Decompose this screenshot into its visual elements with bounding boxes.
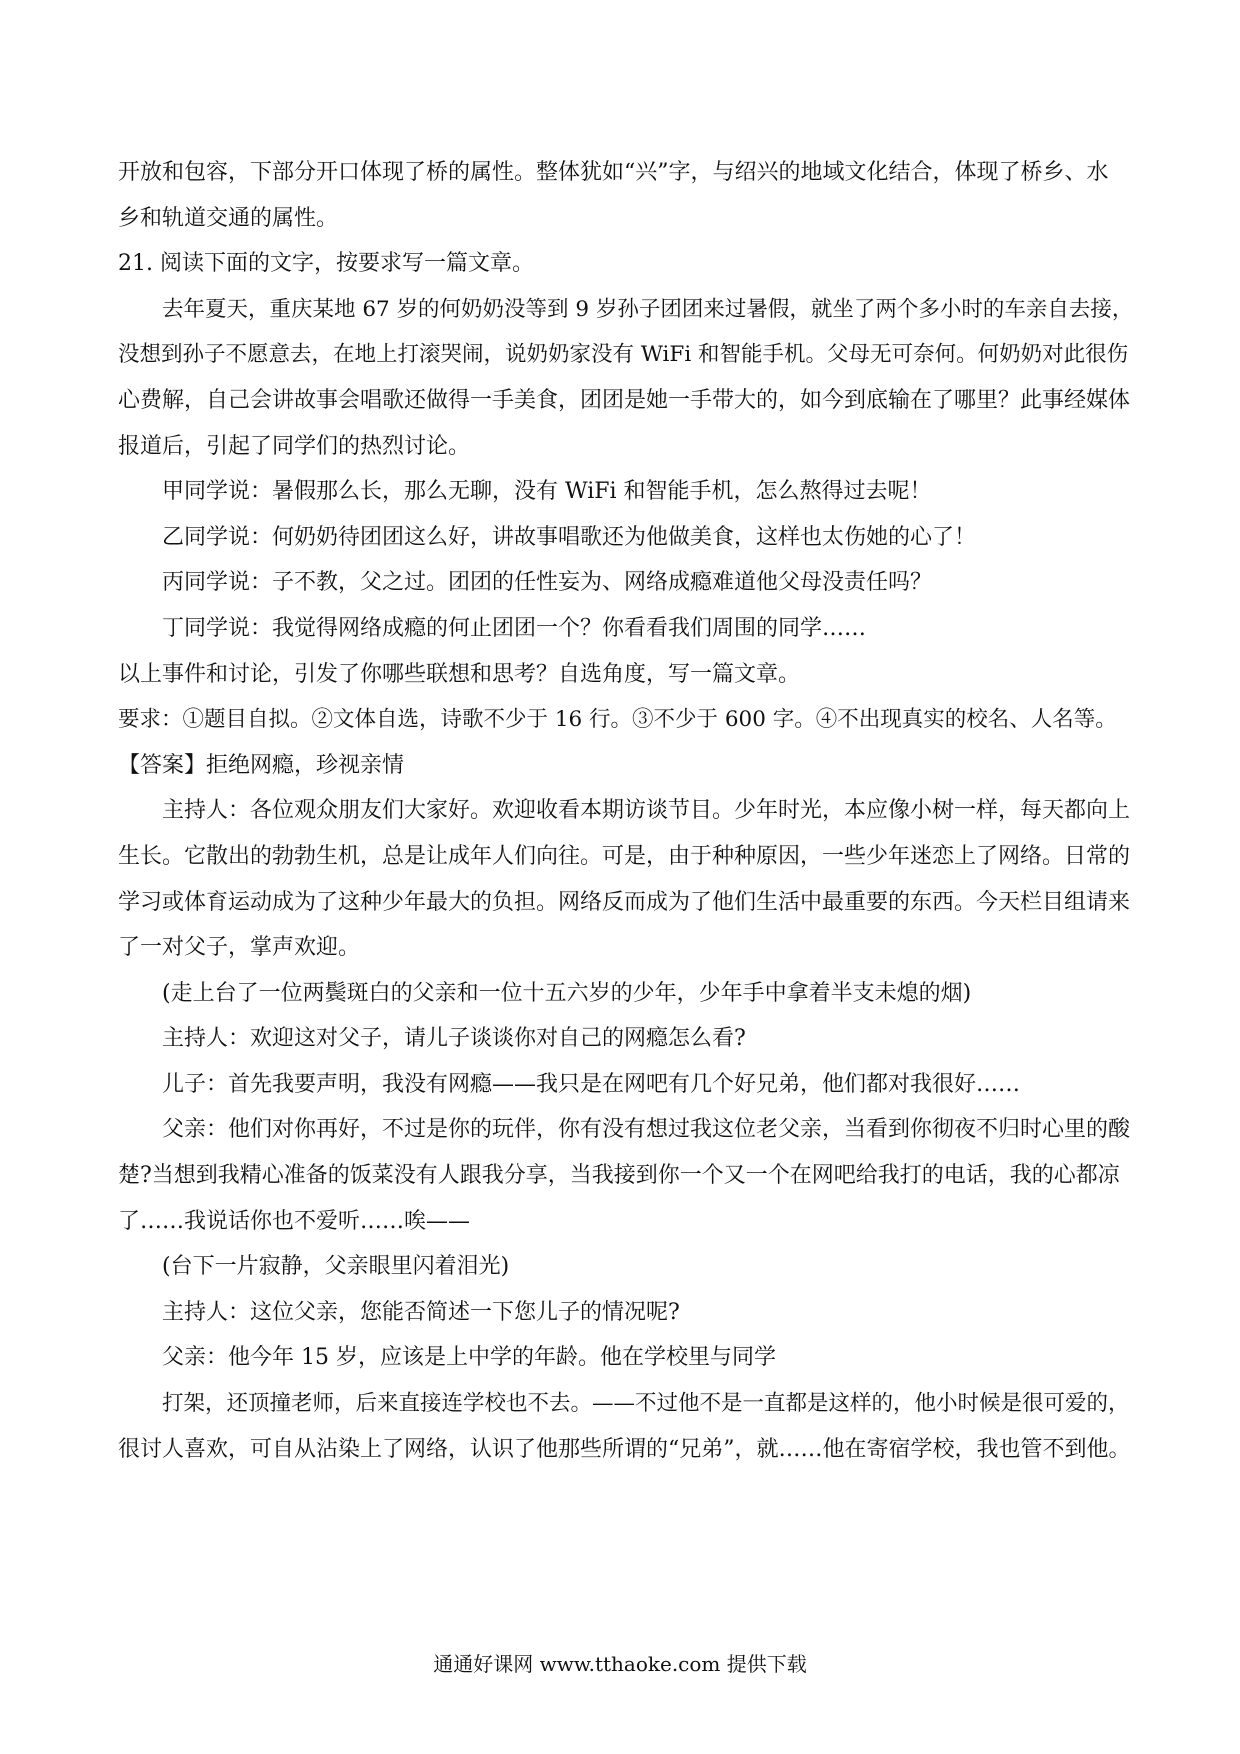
text-line: 父亲：他今年 15 岁，应该是上中学的年龄。他在学校里与同学	[162, 1345, 776, 1371]
text-line: 以上事件和讨论，引发了你哪些联想和思考？自选角度，写一篇文章。	[118, 661, 801, 687]
text-line: 要求：①题目自拟。②文体自选，诗歌不少于 16 行。③不少于 600 字。④不出现真实的校名、人名等。	[118, 707, 1117, 733]
text-line: 父亲：他们对你再好，不过是你的玩伴，你有没有想过我这位老父亲，当看到你彻夜不归时心里的酸	[162, 1117, 1131, 1143]
text-line: 乙同学说：何奶奶待团团这么好，讲故事唱歌还为他做美食，这样也太伤她的心了！	[162, 524, 977, 550]
text-line: (走上台了一位两鬓斑白的父亲和一位十五六岁的少年，少年手中拿着半支未熄的烟)	[162, 980, 972, 1006]
text-line: 心费解，自己会讲故事会唱歌还做得一手美食，团团是她一手带大的，如今到底输在了哪里？此事经媒体	[118, 387, 1131, 413]
text-line: 甲同学说：暑假那么长，那么无聊，没有 WiFi 和智能手机，怎么熬得过去呢！	[162, 479, 932, 505]
text-line: (台下一片寂静，父亲眼里闪着泪光)	[162, 1254, 510, 1280]
text-line: 生长。它散出的勃勃生机，总是让成年人们向往。可是，由于种种原因，一些少年迷恋上了网络。日常的	[118, 843, 1131, 869]
text-line: 主持人：欢迎这对父子，请儿子谈谈你对自己的网瘾怎么看?	[162, 1026, 746, 1052]
page-footer: 通通好课网 www.tthaoke.com 提供下载	[433, 1652, 807, 1676]
text-line: 主持人：这位父亲，您能否简述一下您儿子的情况呢?	[162, 1299, 680, 1325]
text-line: 开放和包容，下部分开口体现了桥的属性。整体犹如“兴”字，与绍兴的地域文化结合，体现了桥乡、水	[118, 160, 1109, 185]
text-line: 了……我说话你也不爱听……唉——	[118, 1208, 471, 1234]
answer-line: 【答案】拒绝网瘾，珍视亲情	[118, 752, 405, 778]
text-line: 儿子：首先我要声明，我没有网瘾——我只是在网吧有几个好兄弟，他们都对我很好……	[162, 1071, 1021, 1097]
text-line: 丙同学说：子不教，父之过。团团的任性妄为、网络成瘾难道他父母没责任吗？	[162, 570, 933, 596]
text-line: 主持人：各位观众朋友们大家好。欢迎收看本期访谈节目。少年时光，本应像小树一样，每天都向上	[162, 798, 1131, 824]
text-line: 很讨人喜欢，可自从沾染上了网络，认识了他那些所谓的“兄弟”，就……他在寄宿学校，我也管不到他。	[118, 1436, 1131, 1462]
text-line: 去年夏天，重庆某地 67 岁的何奶奶没等到 9 岁孙子团团来过暑假，就坐了两个多小时的车亲自去接，	[162, 296, 1134, 322]
text-line: 学习或体育运动成为了这种少年最大的负担。网络反而成为了他们生活中最重要的东西。今天栏目组请来	[118, 889, 1131, 915]
text-line: 21. 阅读下面的文字，按要求写一篇文章。	[118, 251, 534, 277]
text-line: 报道后，引起了同学们的热烈讨论。	[118, 433, 471, 459]
document-body	[118, 150, 1136, 1472]
text-line: 没想到孙子不愿意去，在地上打滚哭闹，说奶奶家没有 WiFi 和智能手机。父母无可奈何。何奶奶对此很伤	[118, 342, 1129, 368]
text-line: 乡和轨道交通的属性。	[118, 205, 339, 231]
text-line: 丁同学说：我觉得网络成瘾的何止团团一个？你看看我们周围的同学……	[162, 615, 867, 641]
text-line: 了一对父子，掌声欢迎。	[118, 935, 361, 961]
text-line: 楚?当想到我精心准备的饭菜没有人跟我分享，当我接到你一个又一个在网吧给我打的电话，我的心都凉	[118, 1163, 1120, 1189]
text-line: 打架，还顶撞老师，后来直接连学校也不去。——不过他不是一直都是这样的，他小时候是很可爱的，	[162, 1391, 1130, 1417]
